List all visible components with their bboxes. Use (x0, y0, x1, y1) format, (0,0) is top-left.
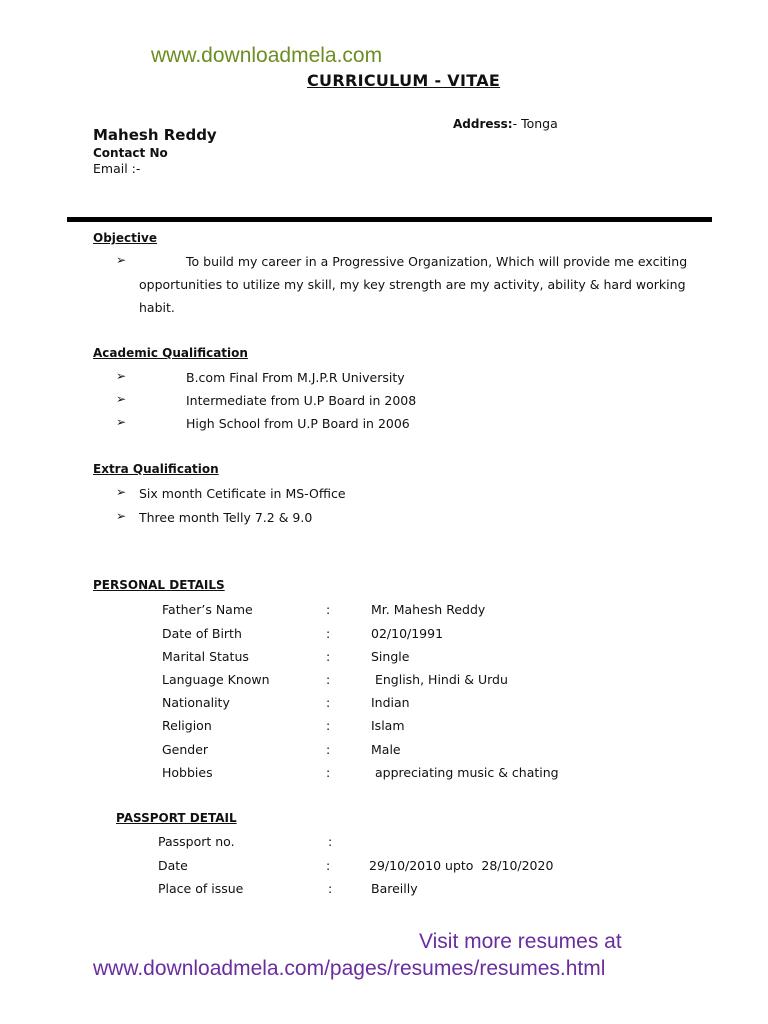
watermark-url[interactable]: www.downloadmela.com (151, 44, 383, 67)
extra-item: Six month Cetificate in MS-Office (139, 486, 346, 501)
bullet-icon: ➢ (116, 485, 127, 499)
academic-item: High School from U.P Board in 2006 (186, 416, 410, 431)
detail-value: Single (371, 649, 410, 664)
detail-value: 02/10/1991 (371, 626, 444, 641)
detail-label: Language Known (162, 672, 270, 687)
detail-separator: : (326, 626, 331, 641)
detail-label: Gender (162, 742, 209, 757)
passport-label: Passport no. (158, 834, 235, 849)
page-title: CURRICULUM - VITAE (307, 71, 501, 90)
academic-item: B.com Final From M.J.P.R University (186, 370, 405, 385)
candidate-name: Mahesh Reddy (93, 126, 217, 144)
passport-label: Date (158, 858, 188, 873)
detail-value: Indian (371, 695, 410, 710)
objective-line: opportunities to utilize my skill, my key strength are my activity, ability & hard working (139, 277, 686, 292)
detail-separator: : (326, 742, 331, 757)
email-label: Email :- (93, 161, 141, 176)
passport-value: 29/10/2010 upto 28/10/2020 (369, 858, 554, 873)
extra-item: Three month Telly 7.2 & 9.0 (139, 510, 313, 525)
objective-heading: Objective (93, 231, 157, 245)
extra-heading: Extra Qualification (93, 462, 219, 476)
detail-value: Male (371, 742, 401, 757)
detail-label: Hobbies (162, 765, 213, 780)
detail-label: Marital Status (162, 649, 249, 664)
bullet-icon: ➢ (116, 509, 127, 523)
detail-value: appreciating music & chating (371, 765, 559, 780)
academic-heading: Academic Qualification (93, 346, 248, 360)
bullet-icon: ➢ (116, 392, 127, 406)
passport-heading: PASSPORT DETAIL (116, 811, 237, 825)
bullet-icon: ➢ (116, 369, 127, 383)
objective-line: To build my career in a Progressive Organization, Which will provide me exciting (186, 254, 688, 269)
address-label: Address: (453, 117, 513, 131)
detail-label: Father’s Name (162, 602, 253, 617)
passport-value: Bareilly (371, 881, 418, 896)
footer-visit-text: Visit more resumes at (419, 930, 622, 953)
academic-item: Intermediate from U.P Board in 2008 (186, 393, 417, 408)
detail-value: Islam (371, 718, 405, 733)
passport-label: Place of issue (158, 881, 244, 896)
footer-resumes-link[interactable]: www.downloadmela.com/pages/resumes/resumes.html (93, 957, 606, 980)
passport-separator: : (328, 834, 333, 849)
detail-label: Date of Birth (162, 626, 242, 641)
bullet-icon: ➢ (116, 253, 127, 267)
bullet-icon: ➢ (116, 415, 127, 429)
detail-separator: : (326, 765, 331, 780)
detail-separator: : (326, 672, 331, 687)
header-divider (67, 217, 712, 222)
detail-separator: : (326, 649, 331, 664)
detail-value: English, Hindi & Urdu (371, 672, 508, 687)
personal-heading: PERSONAL DETAILS (93, 578, 225, 592)
detail-separator: : (326, 695, 331, 710)
detail-label: Religion (162, 718, 212, 733)
contact-label: Contact No (93, 146, 168, 160)
address (453, 116, 558, 131)
objective-line: habit. (139, 300, 175, 315)
detail-separator: : (326, 718, 331, 733)
detail-separator: : (326, 602, 331, 617)
detail-value: Mr. Mahesh Reddy (371, 602, 486, 617)
passport-separator: : (328, 881, 333, 896)
passport-separator: : (326, 858, 331, 873)
detail-label: Nationality (162, 695, 230, 710)
address-value: - Tonga (512, 116, 558, 131)
